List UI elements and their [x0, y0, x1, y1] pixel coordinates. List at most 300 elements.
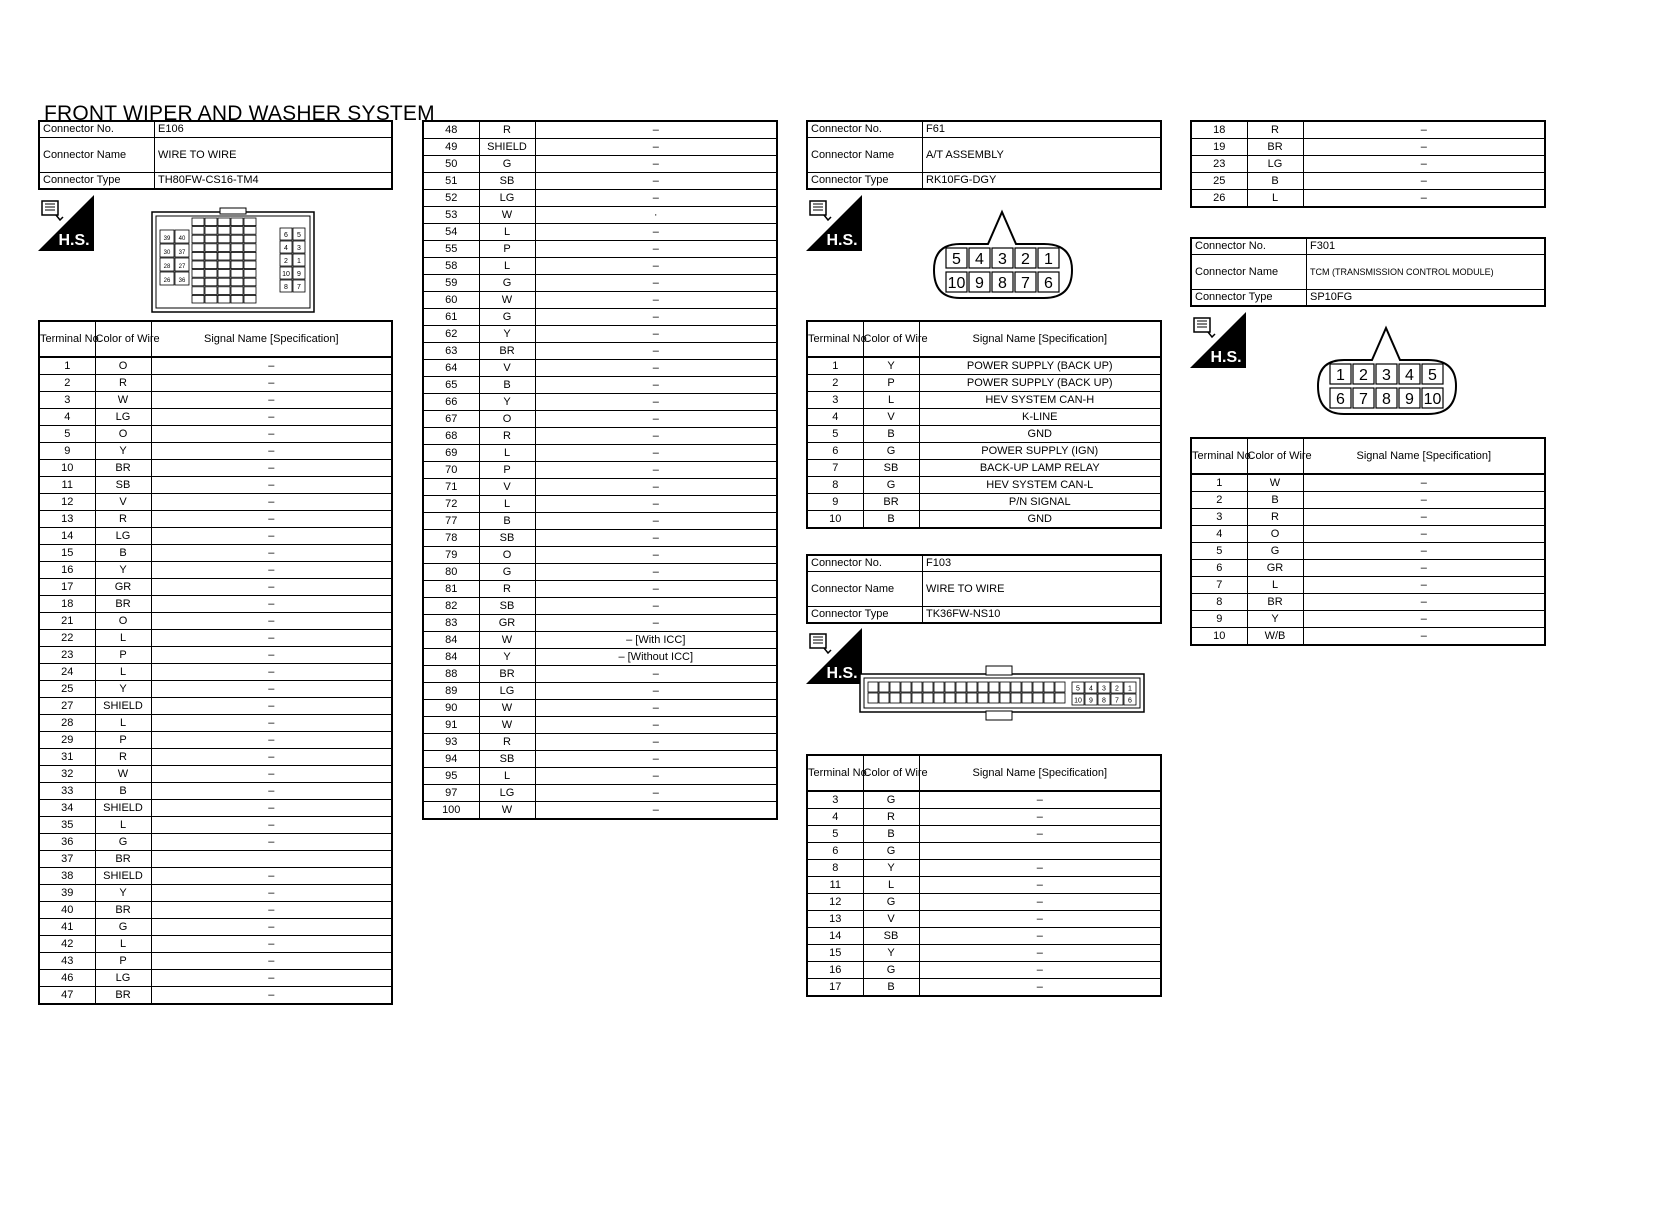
terminal-cell: 9	[1191, 611, 1247, 628]
cavity	[967, 682, 977, 692]
cavity	[231, 287, 243, 295]
color-cell: G	[95, 834, 151, 851]
terminal-cell: 2	[39, 375, 95, 392]
signal-cell: –	[535, 173, 777, 190]
cavity	[218, 278, 230, 286]
color-cell: L	[479, 768, 535, 785]
signal-cell: –	[1303, 190, 1545, 208]
terminal-cell: 38	[39, 868, 95, 885]
color-cell: G	[863, 894, 919, 911]
color-cell: W	[95, 766, 151, 783]
table-row	[807, 843, 1161, 860]
cavity	[192, 278, 204, 286]
terminal-cell: 21	[39, 613, 95, 630]
f61-name: A/T ASSEMBLY	[923, 138, 1162, 173]
terminal-cell: 11	[807, 877, 863, 894]
table-row	[423, 666, 777, 683]
terminal-cell: 9	[807, 494, 863, 511]
color-cell: G	[95, 919, 151, 936]
terminal-cell: 63	[423, 343, 479, 360]
table-row	[39, 409, 392, 426]
pin-number: 3	[1102, 685, 1106, 693]
signal-cell: –	[1303, 628, 1545, 646]
terminal-cell: 4	[1191, 526, 1247, 543]
cavity	[192, 295, 204, 303]
terminal-cell: 25	[39, 681, 95, 698]
signal-cell: –	[151, 919, 392, 936]
color-cell: B	[479, 377, 535, 394]
signal-cell: –	[151, 375, 392, 392]
color-cell: SB	[863, 460, 919, 477]
cavity	[244, 227, 256, 235]
color-cell: R	[95, 511, 151, 528]
signal-cell: –	[535, 156, 777, 173]
signal-cell: –	[1303, 139, 1545, 156]
signal-cell: –	[1303, 121, 1545, 139]
pin-number: 39	[163, 236, 171, 242]
color-cell: BR	[863, 494, 919, 511]
color-cell: G	[863, 443, 919, 460]
cavity	[192, 235, 204, 243]
table-row	[423, 802, 777, 820]
pin-number: 1	[297, 258, 301, 265]
table-row	[1191, 543, 1545, 560]
color-cell: L	[95, 715, 151, 732]
cavity	[192, 287, 204, 295]
terminal-cell: 80	[423, 564, 479, 581]
terminal-cell: 71	[423, 479, 479, 496]
signal-cell: P/N SIGNAL	[919, 494, 1161, 511]
cavity	[231, 295, 243, 303]
signal-cell: –	[919, 894, 1161, 911]
color-cell: Y	[479, 394, 535, 411]
color-cell: SHIELD	[95, 800, 151, 817]
table-row	[39, 766, 392, 783]
terminal-cell: 49	[423, 139, 479, 156]
terminal-cell: 29	[39, 732, 95, 749]
table-row	[807, 877, 1161, 894]
signal-cell: –	[151, 800, 392, 817]
cavity	[244, 278, 256, 286]
f301-rows	[1191, 474, 1545, 645]
cavity	[978, 693, 988, 703]
color-cell: R	[863, 809, 919, 826]
label-connector-no: Connector No.	[1191, 238, 1307, 255]
table-row	[39, 817, 392, 834]
signal-cell: –	[535, 377, 777, 394]
table-row	[39, 664, 392, 681]
table-row	[423, 632, 777, 649]
signal-cell: –	[1303, 526, 1545, 543]
terminal-cell: 47	[39, 987, 95, 1005]
terminal-cell: 28	[39, 715, 95, 732]
table-row	[39, 851, 392, 868]
col-signal: Signal Name [Specification]	[1303, 438, 1545, 474]
table-row	[423, 513, 777, 530]
signal-cell: ·	[535, 207, 777, 224]
f301-name: TCM (TRANSMISSION CONTROL MODULE)	[1307, 255, 1546, 290]
color-cell: Y	[95, 885, 151, 902]
color-cell: GR	[479, 615, 535, 632]
table-row	[423, 785, 777, 802]
signal-cell: –	[151, 357, 392, 375]
signal-cell: –	[535, 751, 777, 768]
color-cell: BR	[95, 460, 151, 477]
color-cell: BR	[479, 666, 535, 683]
table-row	[39, 545, 392, 562]
terminal-cell: 91	[423, 717, 479, 734]
pin-number: 3	[297, 245, 301, 252]
color-cell: Y	[479, 326, 535, 343]
table-row	[39, 460, 392, 477]
terminal-cell: 95	[423, 768, 479, 785]
color-cell: L	[1247, 190, 1303, 208]
terminal-cell: 68	[423, 428, 479, 445]
terminal-cell: 50	[423, 156, 479, 173]
e106-connector-face	[150, 208, 316, 314]
cavity	[967, 693, 977, 703]
color-cell: SHIELD	[95, 868, 151, 885]
terminal-cell: 51	[423, 173, 479, 190]
f103-connector-face	[858, 664, 1146, 722]
col-signal: Signal Name [Specification]	[151, 321, 392, 357]
color-cell: G	[863, 962, 919, 979]
cavity	[244, 295, 256, 303]
pin-number: 1	[1044, 251, 1053, 268]
cavity	[192, 227, 204, 235]
cavity	[1044, 693, 1054, 703]
signal-cell: –	[919, 911, 1161, 928]
color-cell: BR	[95, 596, 151, 613]
signal-cell: –	[151, 545, 392, 562]
f61-type: RK10FG-DGY	[923, 173, 1162, 190]
signal-cell: –	[151, 647, 392, 664]
signal-cell: –	[1303, 173, 1545, 190]
table-row	[39, 357, 392, 375]
hs-label: H.S.	[58, 232, 90, 249]
color-cell: B	[1247, 492, 1303, 509]
cavity	[923, 682, 933, 692]
table-row	[423, 700, 777, 717]
col-signal: Signal Name [Specification]	[919, 755, 1161, 791]
color-cell: L	[95, 936, 151, 953]
signal-cell: POWER SUPPLY (IGN)	[919, 443, 1161, 460]
signal-cell: –	[535, 292, 777, 309]
signal-cell: K-LINE	[919, 409, 1161, 426]
table-row	[423, 292, 777, 309]
signal-cell: –	[1303, 611, 1545, 628]
e106-info	[38, 120, 393, 190]
pin-number: 2	[1115, 685, 1119, 693]
signal-cell: –	[535, 121, 777, 139]
table-row	[423, 207, 777, 224]
color-cell: LG	[479, 785, 535, 802]
table-row	[807, 962, 1161, 979]
signal-cell: –	[1303, 474, 1545, 492]
terminal-cell: 4	[807, 809, 863, 826]
table-row	[39, 443, 392, 460]
table-row	[39, 562, 392, 579]
signal-cell: –	[919, 979, 1161, 997]
terminal-cell: 4	[39, 409, 95, 426]
pin-number: 30	[163, 250, 171, 256]
signal-cell: –	[535, 445, 777, 462]
terminal-cell: 13	[39, 511, 95, 528]
pin-number: 7	[1115, 697, 1119, 705]
color-cell: R	[95, 375, 151, 392]
cavity	[205, 278, 217, 286]
table-row	[423, 190, 777, 207]
terminal-cell: 37	[39, 851, 95, 868]
pin-number: 8	[1102, 697, 1106, 705]
e106-terminal-table	[38, 320, 393, 1005]
f301-connector-face	[1314, 324, 1460, 420]
table-row	[807, 911, 1161, 928]
signal-cell: –	[151, 579, 392, 596]
signal-cell: –	[151, 460, 392, 477]
signal-cell: –	[535, 598, 777, 615]
signal-cell: GND	[919, 426, 1161, 443]
cavity	[231, 235, 243, 243]
label-connector-name: Connector Name	[39, 138, 155, 173]
color-cell: L	[1247, 577, 1303, 594]
pin-number: 3	[998, 251, 1007, 268]
terminal-cell: 84	[423, 632, 479, 649]
cavity	[205, 287, 217, 295]
pin-number: 5	[297, 232, 301, 239]
table-row	[39, 834, 392, 851]
cavity	[205, 295, 217, 303]
signal-cell: –	[151, 613, 392, 630]
cavity	[244, 287, 256, 295]
color-cell: R	[479, 581, 535, 598]
table-row	[1191, 156, 1545, 173]
table-row	[423, 428, 777, 445]
table-row	[423, 649, 777, 666]
terminal-cell: 100	[423, 802, 479, 820]
cavity	[912, 693, 922, 703]
terminal-cell: 77	[423, 513, 479, 530]
f103-rows-cont	[1191, 121, 1545, 207]
cavity	[989, 682, 999, 692]
terminal-cell: 18	[1191, 121, 1247, 139]
col-color: Color of Wire	[863, 321, 919, 357]
pin-number: 26	[163, 278, 171, 284]
terminal-cell: 55	[423, 241, 479, 258]
label-connector-no: Connector No.	[807, 121, 923, 138]
terminal-cell: 3	[39, 392, 95, 409]
signal-cell: –	[151, 392, 392, 409]
hs-icon	[806, 195, 862, 251]
col-terminal: Terminal No.	[1191, 438, 1247, 474]
terminal-cell: 64	[423, 360, 479, 377]
cavity	[923, 693, 933, 703]
hs-icon	[38, 195, 94, 251]
table-row	[423, 598, 777, 615]
col-terminal: Terminal No.	[39, 321, 95, 357]
signal-cell: –	[535, 394, 777, 411]
color-cell: SB	[479, 751, 535, 768]
signal-cell: –	[919, 809, 1161, 826]
color-cell: Y	[863, 860, 919, 877]
terminal-cell: 12	[807, 894, 863, 911]
table-row	[423, 581, 777, 598]
terminal-cell: 88	[423, 666, 479, 683]
signal-cell: –	[535, 241, 777, 258]
terminal-cell: 16	[807, 962, 863, 979]
table-row	[423, 717, 777, 734]
cavity	[1000, 693, 1010, 703]
cavity	[1000, 682, 1010, 692]
terminal-cell: 69	[423, 445, 479, 462]
signal-cell: GND	[919, 511, 1161, 529]
signal-cell: –	[151, 885, 392, 902]
table-row	[39, 375, 392, 392]
f61-info	[806, 120, 1162, 190]
terminal-cell: 22	[39, 630, 95, 647]
color-cell: W	[1247, 474, 1303, 492]
table-row	[1191, 190, 1545, 208]
terminal-cell: 8	[807, 860, 863, 877]
cavity	[901, 682, 911, 692]
table-row	[423, 615, 777, 632]
signal-cell: –	[535, 785, 777, 802]
signal-cell: –	[1303, 560, 1545, 577]
table-row	[423, 173, 777, 190]
cavity	[231, 244, 243, 252]
table-row	[807, 409, 1161, 426]
col-terminal: Terminal No.	[807, 321, 863, 357]
pin-number: 4	[1405, 367, 1414, 384]
cavity	[1011, 682, 1021, 692]
signal-cell: –	[535, 360, 777, 377]
signal-cell: –	[919, 962, 1161, 979]
color-cell: BR	[95, 902, 151, 919]
signal-cell: –	[535, 802, 777, 820]
terminal-cell: 14	[807, 928, 863, 945]
f103-terminal-table	[806, 754, 1162, 997]
e106-type: TH80FW-CS16-TM4	[155, 173, 393, 190]
signal-cell: –	[151, 409, 392, 426]
cavity	[218, 235, 230, 243]
signal-cell: – [With ICC]	[535, 632, 777, 649]
terminal-cell: 59	[423, 275, 479, 292]
color-cell: G	[479, 564, 535, 581]
terminal-cell: 32	[39, 766, 95, 783]
terminal-cell: 23	[1191, 156, 1247, 173]
table-row	[39, 630, 392, 647]
cavity	[868, 682, 878, 692]
table-row	[39, 647, 392, 664]
signal-cell: –	[151, 443, 392, 460]
color-cell: V	[863, 409, 919, 426]
cavity	[945, 693, 955, 703]
table-row	[1191, 560, 1545, 577]
signal-cell: –	[919, 860, 1161, 877]
terminal-cell: 16	[39, 562, 95, 579]
color-cell: B	[863, 426, 919, 443]
signal-cell: –	[151, 715, 392, 732]
color-cell: R	[479, 428, 535, 445]
signal-cell: –	[919, 826, 1161, 843]
f61-no: F61	[923, 121, 1162, 138]
color-cell: GR	[95, 579, 151, 596]
color-cell: L	[95, 817, 151, 834]
label-connector-no: Connector No.	[39, 121, 155, 138]
signal-cell: –	[151, 953, 392, 970]
color-cell: L	[479, 445, 535, 462]
e106-rows-cont	[423, 121, 777, 819]
cavity	[1033, 682, 1043, 692]
color-cell: B	[95, 545, 151, 562]
terminal-cell: 58	[423, 258, 479, 275]
cavity	[218, 261, 230, 269]
color-cell: R	[479, 121, 535, 139]
table-row	[807, 979, 1161, 997]
signal-cell: –	[151, 630, 392, 647]
color-cell: G	[863, 477, 919, 494]
pin-number: 36	[178, 278, 186, 284]
cavity	[218, 295, 230, 303]
signal-cell	[919, 843, 1161, 860]
terminal-cell: 11	[39, 477, 95, 494]
color-cell: L	[95, 664, 151, 681]
terminal-cell: 7	[1191, 577, 1247, 594]
terminal-cell: 10	[39, 460, 95, 477]
terminal-cell: 33	[39, 783, 95, 800]
terminal-cell: 4	[807, 409, 863, 426]
terminal-cell: 35	[39, 817, 95, 834]
terminal-cell: 8	[807, 477, 863, 494]
table-row	[39, 477, 392, 494]
f103-type: TK36FW-NS10	[923, 607, 1162, 624]
cavity	[205, 218, 217, 226]
color-cell: G	[863, 791, 919, 809]
table-row	[1191, 121, 1545, 139]
color-cell: R	[95, 749, 151, 766]
color-cell: B	[479, 513, 535, 530]
table-row	[807, 928, 1161, 945]
table-row	[39, 749, 392, 766]
color-cell: SB	[479, 530, 535, 547]
terminal-cell: 8	[1191, 594, 1247, 611]
terminal-cell: 84	[423, 649, 479, 666]
terminal-cell: 5	[807, 426, 863, 443]
label-connector-type: Connector Type	[39, 173, 155, 190]
signal-cell: –	[535, 275, 777, 292]
cavity	[912, 682, 922, 692]
color-cell: B	[863, 511, 919, 529]
cavity	[244, 270, 256, 278]
label-connector-type: Connector Type	[807, 607, 923, 624]
table-row	[807, 894, 1161, 911]
table-row	[39, 987, 392, 1005]
table-row	[1191, 628, 1545, 646]
e106-terminal-table-cont	[422, 120, 778, 820]
f103-no: F103	[923, 555, 1162, 572]
signal-cell: –	[151, 987, 392, 1005]
cavity	[989, 693, 999, 703]
terminal-cell: 9	[39, 443, 95, 460]
signal-cell: –	[151, 681, 392, 698]
cavity	[890, 693, 900, 703]
terminal-cell: 1	[39, 357, 95, 375]
terminal-cell: 67	[423, 411, 479, 428]
table-row	[807, 460, 1161, 477]
table-row	[1191, 474, 1545, 492]
signal-cell: –	[151, 698, 392, 715]
terminal-cell: 26	[1191, 190, 1247, 208]
